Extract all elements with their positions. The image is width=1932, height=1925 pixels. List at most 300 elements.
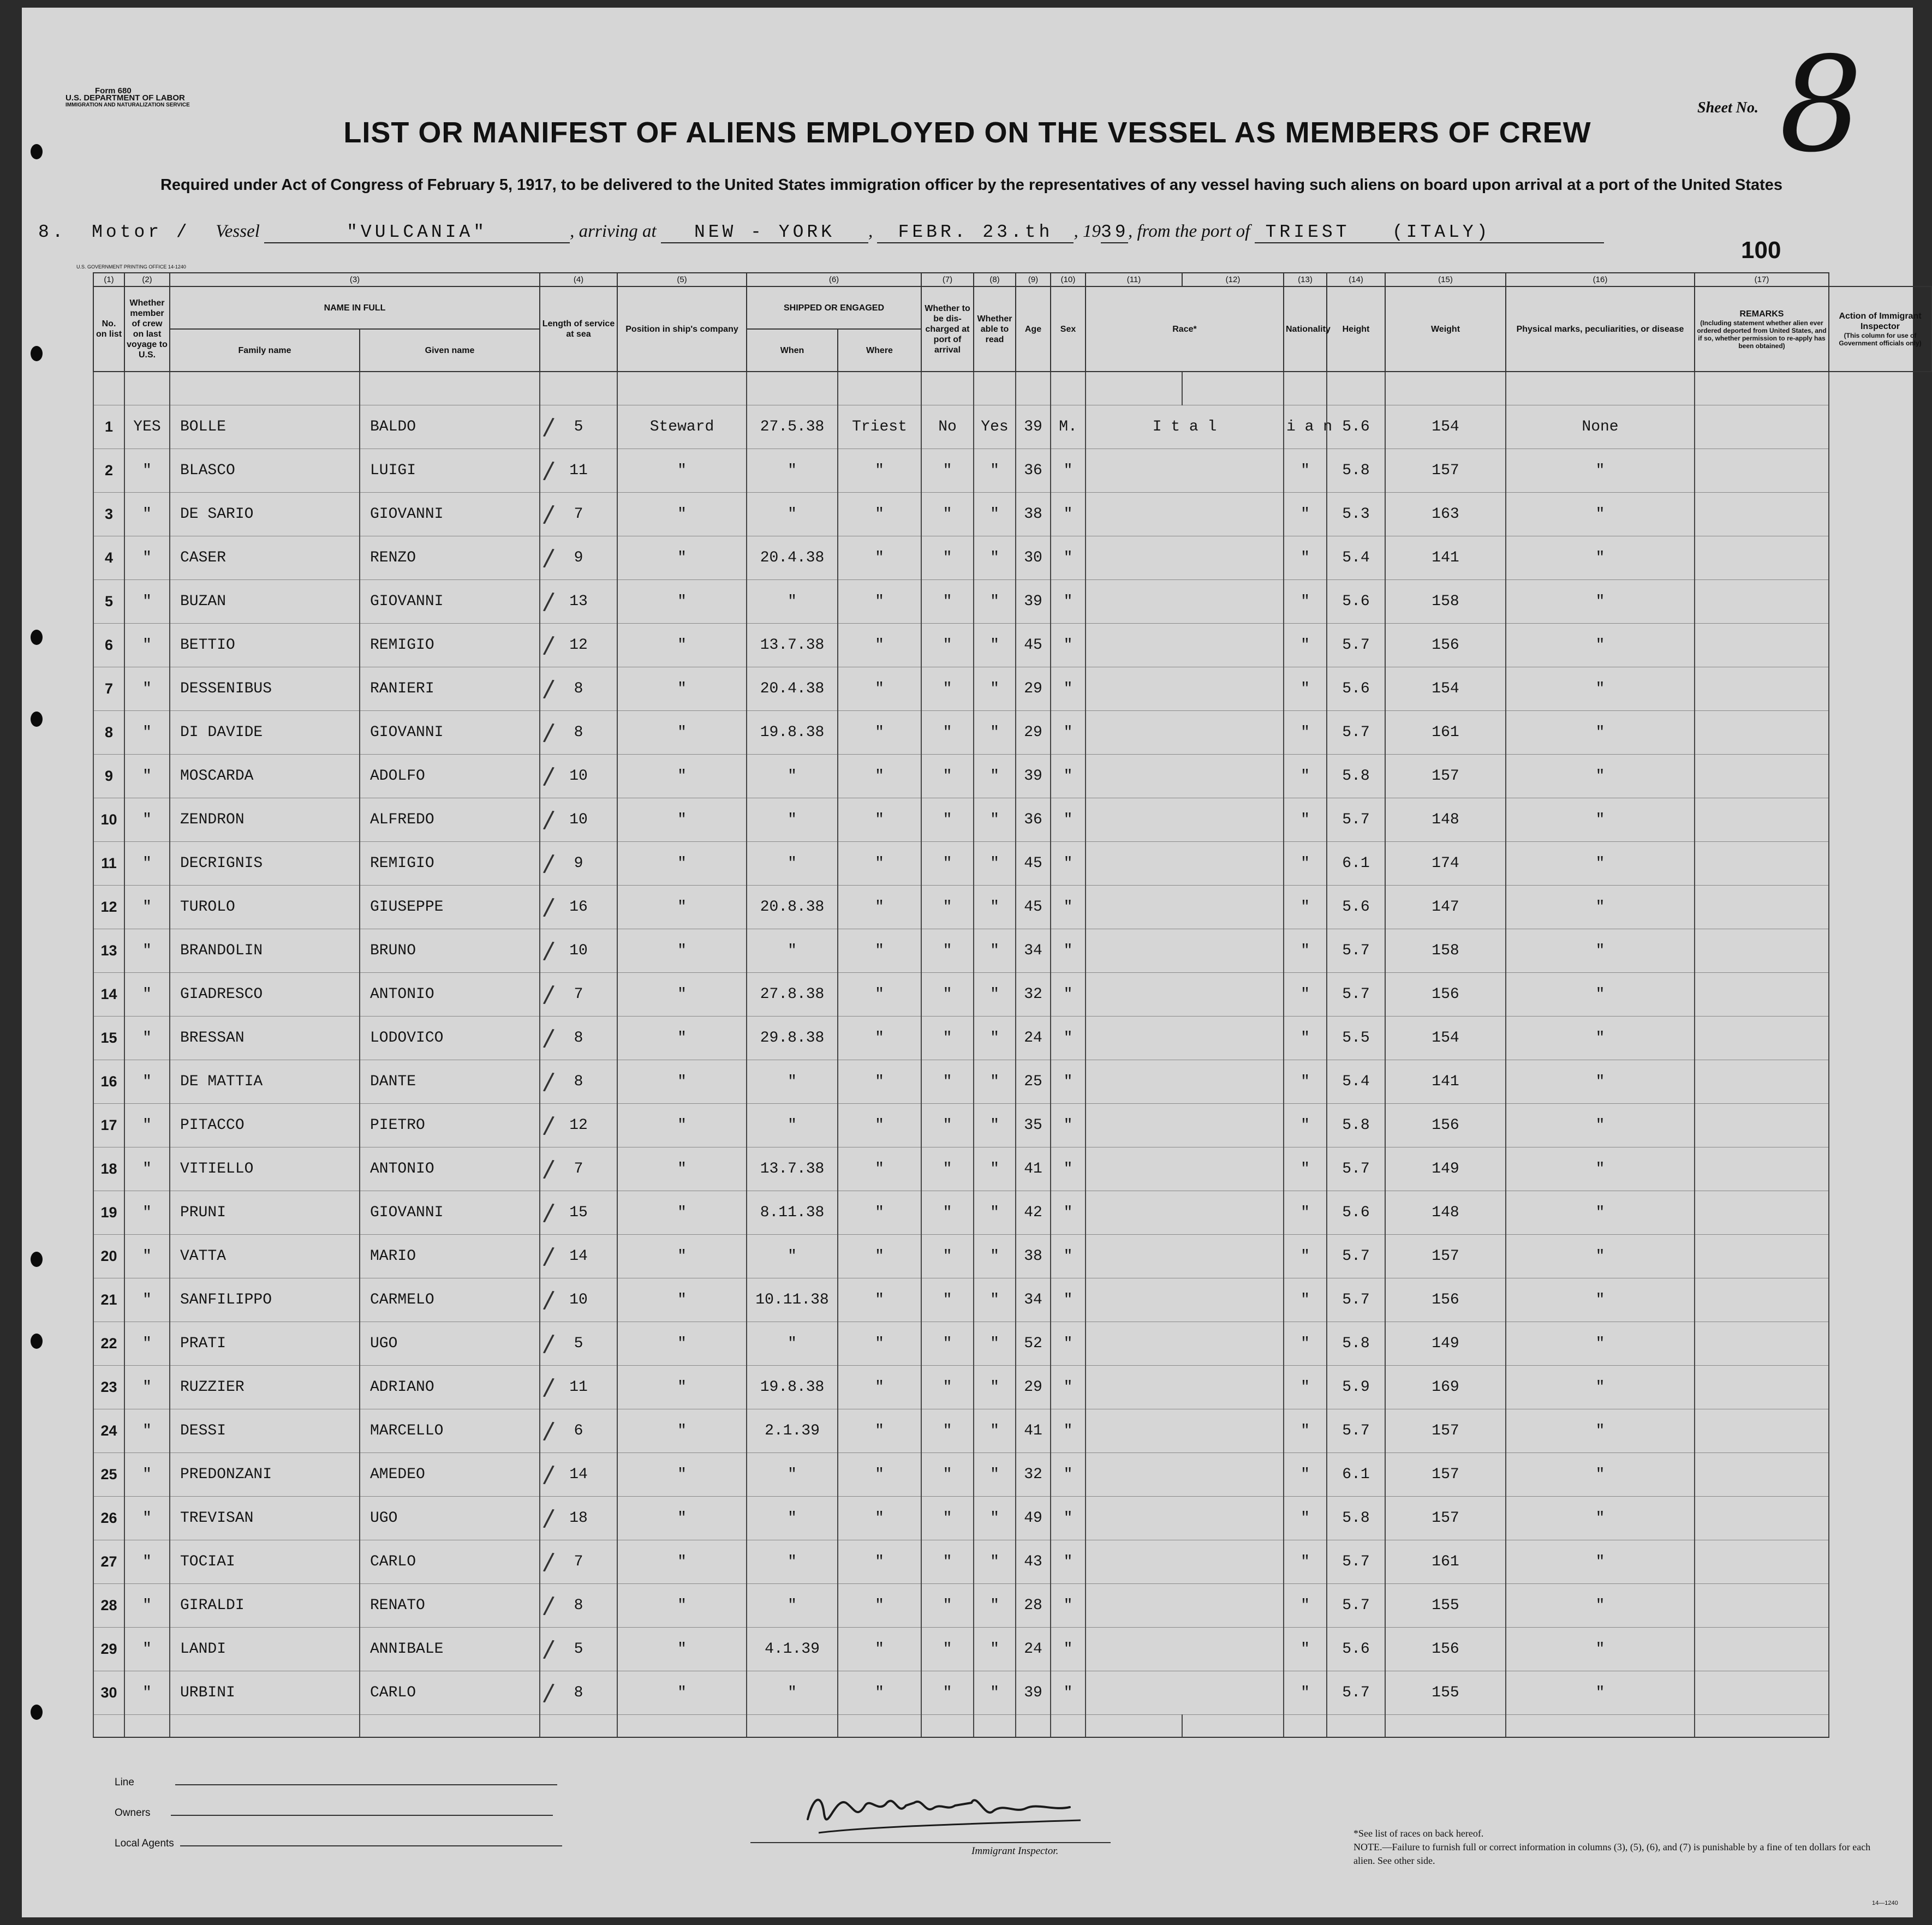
- table-row: [93, 1191, 1931, 1235]
- position-cell: [617, 1409, 747, 1453]
- length-of-service-cell: [540, 449, 617, 493]
- physical-marks: ": [1595, 637, 1605, 654]
- given-name: MARIO: [370, 1248, 416, 1265]
- sex: ": [1063, 637, 1073, 654]
- length-of-service: 8: [574, 1597, 583, 1614]
- shipped-where: ": [875, 1422, 884, 1439]
- weight: 157: [1432, 1422, 1459, 1439]
- remarks-cell: [1695, 929, 1829, 973]
- discharged: ": [943, 1466, 952, 1483]
- given-name-cell: [360, 667, 540, 711]
- vessel-name: "VULCANIA": [264, 222, 570, 243]
- able-to-read: ": [990, 1422, 999, 1439]
- discharged: ": [943, 1641, 952, 1658]
- family-name-cell: [170, 1453, 360, 1497]
- nationality-cell: [1284, 1322, 1327, 1366]
- family-name: DESSENIBUS: [180, 680, 272, 697]
- shipped-where: ": [875, 768, 884, 785]
- length-of-service-cell: [540, 842, 617, 886]
- shipped-when: ": [788, 855, 797, 872]
- row-number: 15: [100, 1030, 117, 1046]
- sex: ": [1063, 1030, 1073, 1047]
- position: ": [677, 986, 687, 1003]
- col-num-4: (4): [540, 273, 617, 286]
- shipped-where: ": [875, 593, 884, 610]
- nationality-cell: [1284, 536, 1327, 580]
- shipped-when-cell: [747, 624, 838, 667]
- height: 5.7: [1342, 1248, 1370, 1265]
- position: ": [677, 549, 687, 566]
- row-number: 26: [100, 1510, 117, 1526]
- age: 32: [1024, 986, 1042, 1003]
- member-of-crew: ": [142, 942, 152, 959]
- nationality: ": [1301, 1641, 1310, 1658]
- able-to-read-cell: [974, 536, 1016, 580]
- shipped-when: ": [788, 1553, 797, 1570]
- shipped-where-cell: [838, 1366, 921, 1409]
- able-to-read-cell: [974, 580, 1016, 624]
- physical-marks: ": [1595, 1597, 1605, 1614]
- physical-marks: ": [1595, 1161, 1605, 1177]
- family-name: PREDONZANI: [180, 1466, 272, 1483]
- age-cell: [1016, 1671, 1051, 1715]
- sex: ": [1063, 1335, 1073, 1352]
- member-of-crew-cell: [124, 1497, 170, 1540]
- race-cell: [1086, 405, 1284, 449]
- check-mark-icon: /: [542, 1460, 556, 1489]
- discharged: ": [943, 1553, 952, 1570]
- row-number-cell: [93, 1017, 124, 1060]
- physical-marks-cell: [1506, 1540, 1695, 1584]
- able-to-read-cell: [974, 755, 1016, 798]
- check-mark-icon: /: [542, 1678, 556, 1707]
- able-to-read: ": [990, 1073, 999, 1090]
- row-number: 17: [100, 1117, 117, 1133]
- shipped-when: 19.8.38: [760, 1379, 825, 1396]
- nationality: ": [1301, 1379, 1310, 1396]
- position-cell: [617, 711, 747, 755]
- discharged-cell: [921, 1060, 974, 1104]
- able-to-read-cell: [974, 842, 1016, 886]
- physical-marks: ": [1595, 1466, 1605, 1483]
- position: ": [677, 942, 687, 959]
- shipped-when-cell: [747, 1366, 838, 1409]
- row-number: 18: [100, 1161, 117, 1177]
- position: ": [677, 593, 687, 610]
- able-to-read: ": [990, 462, 999, 479]
- shipped-where: ": [875, 899, 884, 916]
- sex: ": [1063, 1248, 1073, 1265]
- sex-cell: [1051, 1584, 1086, 1628]
- remarks-cell: [1695, 1060, 1829, 1104]
- shipped-where: ": [875, 1379, 884, 1396]
- age: 38: [1024, 506, 1042, 523]
- physical-marks-cell: [1506, 493, 1695, 536]
- row-number: 8: [104, 724, 114, 740]
- shipped-when-cell: [747, 536, 838, 580]
- shipped-where-cell: [838, 1497, 921, 1540]
- form-identifier: [65, 87, 190, 109]
- height: 5.8: [1342, 768, 1370, 785]
- weight-cell: [1385, 711, 1506, 755]
- nationality-cell: [1284, 929, 1327, 973]
- check-mark-icon: /: [542, 456, 556, 485]
- position: ": [677, 1117, 687, 1134]
- length-of-service-cell: [540, 1017, 617, 1060]
- row-number: 16: [100, 1073, 117, 1090]
- race-cell: [1086, 536, 1284, 580]
- header-action-title: Action of Immigrant Inspector: [1839, 312, 1922, 331]
- table-row: [93, 1540, 1931, 1584]
- remarks-cell: [1695, 1322, 1829, 1366]
- sex-cell: [1051, 1366, 1086, 1409]
- row-number-cell: [93, 580, 124, 624]
- remarks-cell: [1695, 580, 1829, 624]
- height-cell: [1327, 1104, 1385, 1147]
- physical-marks-cell: [1506, 1017, 1695, 1060]
- shipped-when: ": [788, 1117, 797, 1134]
- check-mark-icon: /: [542, 631, 556, 660]
- length-of-service-cell: [540, 929, 617, 973]
- family-name-cell: [170, 1017, 360, 1060]
- shipped-where-cell: [838, 1628, 921, 1671]
- nationality-cell: [1284, 973, 1327, 1017]
- physical-marks: None: [1582, 419, 1619, 435]
- shipped-where-cell: [838, 1191, 921, 1235]
- position: ": [677, 811, 687, 828]
- check-mark-icon: /: [542, 1635, 556, 1664]
- sex: ": [1063, 549, 1073, 566]
- shipped-when-cell: [747, 929, 838, 973]
- remarks-cell: [1695, 1017, 1829, 1060]
- given-name-cell: [360, 493, 540, 536]
- age-cell: [1016, 1497, 1051, 1540]
- col-num-17: (17): [1695, 273, 1829, 286]
- discharged-cell: [921, 1584, 974, 1628]
- from-label: , from the port of: [1128, 222, 1250, 241]
- sex: ": [1063, 811, 1073, 828]
- sex-cell: [1051, 842, 1086, 886]
- weight: 154: [1432, 419, 1459, 435]
- physical-marks-cell: [1506, 624, 1695, 667]
- discharged-cell: [921, 1671, 974, 1715]
- given-name: ALFREDO: [370, 811, 434, 828]
- family-name-cell: [170, 1147, 360, 1191]
- physical-marks-cell: [1506, 711, 1695, 755]
- check-mark-icon: /: [542, 674, 556, 703]
- col-num-5: (5): [617, 273, 747, 286]
- weight-cell: [1385, 667, 1506, 711]
- discharged-cell: [921, 1628, 974, 1671]
- given-name: MARCELLO: [370, 1422, 444, 1439]
- col-num-12: (12): [1182, 273, 1284, 286]
- table-row: [93, 493, 1931, 536]
- age: 34: [1024, 1292, 1042, 1308]
- shipped-where: ": [875, 1466, 884, 1483]
- family-name: DE SARIO: [180, 506, 254, 523]
- weight-cell: [1385, 1409, 1506, 1453]
- family-name-cell: [170, 667, 360, 711]
- row-number-cell: [93, 1540, 124, 1584]
- family-name: DI DAVIDE: [180, 724, 263, 741]
- weight-cell: [1385, 1540, 1506, 1584]
- shipped-when: ": [788, 1597, 797, 1614]
- physical-marks: ": [1595, 1553, 1605, 1570]
- physical-marks: ": [1595, 1684, 1605, 1701]
- height: 6.1: [1342, 1466, 1370, 1483]
- physical-marks: ": [1595, 680, 1605, 697]
- able-to-read: Yes: [981, 419, 1009, 435]
- able-to-read: ": [990, 1510, 999, 1527]
- shipped-where-cell: [838, 1235, 921, 1278]
- nationality-cell: [1284, 886, 1327, 929]
- physical-marks: ": [1595, 1510, 1605, 1527]
- nationality-cell: [1284, 1366, 1327, 1409]
- given-name: ANTONIO: [370, 1161, 434, 1177]
- race-cell: [1086, 1060, 1284, 1104]
- shipped-when: ": [788, 768, 797, 785]
- weight: 158: [1432, 593, 1459, 610]
- length-of-service-cell: [540, 1497, 617, 1540]
- family-name: ZENDRON: [180, 811, 245, 828]
- member-of-crew-cell: [124, 973, 170, 1017]
- weight: 147: [1432, 899, 1459, 916]
- family-name: RUZZIER: [180, 1379, 245, 1396]
- weight: 148: [1432, 811, 1459, 828]
- able-to-read: ": [990, 680, 999, 697]
- length-of-service: 15: [569, 1204, 588, 1221]
- weight-cell: [1385, 624, 1506, 667]
- member-of-crew-cell: [124, 667, 170, 711]
- sex-cell: [1051, 929, 1086, 973]
- member-of-crew-cell: [124, 1584, 170, 1628]
- row-number-cell: [93, 449, 124, 493]
- nationality: ": [1301, 1684, 1310, 1701]
- length-of-service-cell: [540, 405, 617, 449]
- table-row: [93, 1584, 1931, 1628]
- position: ": [677, 768, 687, 785]
- shipped-when-cell: [747, 1540, 838, 1584]
- physical-marks-cell: [1506, 1235, 1695, 1278]
- table-row: [93, 1497, 1931, 1540]
- weight: 155: [1432, 1597, 1459, 1614]
- nationality: ": [1301, 724, 1310, 741]
- sex: ": [1063, 724, 1073, 741]
- nationality-cell: [1284, 667, 1327, 711]
- family-name: BOLLE: [180, 419, 226, 435]
- discharged-cell: [921, 1147, 974, 1191]
- row-number: 24: [100, 1422, 117, 1439]
- given-name: CARLO: [370, 1553, 416, 1570]
- table-row: [93, 842, 1931, 886]
- discharged-cell: [921, 1497, 974, 1540]
- race: I t a l: [1152, 419, 1217, 435]
- height: 5.8: [1342, 1117, 1370, 1134]
- shipped-when: ": [788, 593, 797, 610]
- weight-cell: [1385, 1453, 1506, 1497]
- shipped-when-cell: [747, 1235, 838, 1278]
- remarks-cell: [1695, 1628, 1829, 1671]
- given-name-cell: [360, 929, 540, 973]
- able-to-read-cell: [974, 1235, 1016, 1278]
- table-row: [93, 405, 1931, 449]
- family-name-cell: [170, 1060, 360, 1104]
- able-to-read-cell: [974, 1278, 1016, 1322]
- shipped-where-cell: [838, 755, 921, 798]
- check-mark-icon: /: [542, 1242, 556, 1271]
- sex: ": [1063, 680, 1073, 697]
- nationality-cell: [1284, 624, 1327, 667]
- table-row: [93, 624, 1931, 667]
- length-of-service-cell: [540, 886, 617, 929]
- discharged-cell: [921, 842, 974, 886]
- remarks-cell: [1695, 1540, 1829, 1584]
- given-name-cell: [360, 1366, 540, 1409]
- position-cell: [617, 1235, 747, 1278]
- shipped-when-cell: [747, 755, 838, 798]
- length-of-service: 8: [574, 1073, 583, 1090]
- check-mark-icon: /: [542, 980, 556, 1009]
- shipped-where-cell: [838, 624, 921, 667]
- weight-cell: [1385, 536, 1506, 580]
- position: ": [677, 855, 687, 872]
- sex-cell: [1051, 1017, 1086, 1060]
- able-to-read-cell: [974, 405, 1016, 449]
- sex-cell: [1051, 405, 1086, 449]
- physical-marks: ": [1595, 506, 1605, 523]
- shipped-where-cell: [838, 886, 921, 929]
- height-cell: [1327, 1060, 1385, 1104]
- race-cell: [1086, 1017, 1284, 1060]
- length-of-service-cell: [540, 1322, 617, 1366]
- height-cell: [1327, 842, 1385, 886]
- row-number: 6: [104, 637, 114, 653]
- discharged: ": [943, 986, 952, 1003]
- age: 52: [1024, 1335, 1042, 1352]
- height: 5.6: [1342, 680, 1370, 697]
- nationality-cell: [1284, 1628, 1327, 1671]
- length-of-service: 7: [574, 1553, 583, 1570]
- length-of-service: 5: [574, 419, 583, 435]
- sex-cell: [1051, 1278, 1086, 1322]
- shipped-where: ": [875, 855, 884, 872]
- physical-marks: ": [1595, 1117, 1605, 1134]
- discharged-cell: [921, 1453, 974, 1497]
- family-name: GIRALDI: [180, 1597, 245, 1614]
- row-number: 21: [100, 1292, 117, 1308]
- age-cell: [1016, 1584, 1051, 1628]
- height: 5.7: [1342, 1422, 1370, 1439]
- physical-marks-cell: [1506, 973, 1695, 1017]
- height: 5.7: [1342, 811, 1370, 828]
- discharged: ": [943, 1335, 952, 1352]
- remarks-cell: [1695, 711, 1829, 755]
- given-name: REMIGIO: [370, 637, 434, 654]
- shipped-when-cell: [747, 1671, 838, 1715]
- check-mark-icon: /: [542, 718, 556, 747]
- physical-marks: ": [1595, 1292, 1605, 1308]
- able-to-read-cell: [974, 929, 1016, 973]
- age: 41: [1024, 1422, 1042, 1439]
- position: ": [677, 1073, 687, 1090]
- able-to-read-cell: [974, 1584, 1016, 1628]
- able-to-read: ": [990, 811, 999, 828]
- given-name-cell: [360, 1017, 540, 1060]
- weight-cell: [1385, 929, 1506, 973]
- row-number: 30: [100, 1684, 117, 1701]
- given-name: LODOVICO: [370, 1030, 444, 1047]
- nationality: ": [1301, 1335, 1310, 1352]
- able-to-read-cell: [974, 1540, 1016, 1584]
- row-number-cell: [93, 1147, 124, 1191]
- shipped-where-cell: [838, 929, 921, 973]
- table-row: [93, 929, 1931, 973]
- form-code: 14—1240: [1872, 1900, 1898, 1906]
- shipped-when: ": [788, 942, 797, 959]
- race-cell: [1086, 493, 1284, 536]
- shipped-where: ": [875, 724, 884, 741]
- physical-marks-cell: [1506, 1628, 1695, 1671]
- height-cell: [1327, 1584, 1385, 1628]
- physical-marks-cell: [1506, 1322, 1695, 1366]
- length-of-service: 9: [574, 855, 583, 872]
- sex-cell: [1051, 493, 1086, 536]
- shipped-where: ": [875, 1597, 884, 1614]
- discharged: ": [943, 506, 952, 523]
- age: 34: [1024, 942, 1042, 959]
- discharged-cell: [921, 1540, 974, 1584]
- header-position: Position in ship's company: [617, 286, 747, 372]
- age-cell: [1016, 798, 1051, 842]
- given-name-cell: [360, 624, 540, 667]
- able-to-read: ": [990, 986, 999, 1003]
- member-of-crew-cell: [124, 580, 170, 624]
- header-member-of-crew: Whether member of crew on last voyage to U.S.: [124, 286, 170, 372]
- nationality: ": [1301, 986, 1310, 1003]
- shipped-when-cell: [747, 1409, 838, 1453]
- col-num-16: (16): [1506, 273, 1695, 286]
- check-mark-icon: /: [542, 1111, 556, 1140]
- given-name-cell: [360, 449, 540, 493]
- able-to-read: ": [990, 1597, 999, 1614]
- shipped-when: 29.8.38: [760, 1030, 825, 1047]
- length-of-service: 9: [574, 549, 583, 566]
- able-to-read: ": [990, 1292, 999, 1308]
- sex: ": [1063, 1597, 1073, 1614]
- shipped-when-cell: [747, 798, 838, 842]
- sex: ": [1063, 1379, 1073, 1396]
- row-number-cell: [93, 755, 124, 798]
- physical-marks: ": [1595, 855, 1605, 872]
- remarks-cell: [1695, 667, 1829, 711]
- sheet-number: 8: [1779, 28, 1863, 181]
- sex-cell: [1051, 1453, 1086, 1497]
- able-to-read: ": [990, 1684, 999, 1701]
- height: 5.7: [1342, 1597, 1370, 1614]
- table-row: [93, 1409, 1931, 1453]
- document-subtitle: Required under Act of Congress of February 5, 1917, to be delivered to the United States immigration officer by the representatives of any vessel having such aliens on board upon arrival at a port of the United States: [160, 176, 1783, 194]
- given-name-cell: [360, 842, 540, 886]
- given-name-cell: [360, 1235, 540, 1278]
- row-number: 7: [104, 680, 114, 697]
- nationality-cell: [1284, 1540, 1327, 1584]
- length-of-service: 7: [574, 986, 583, 1003]
- remarks-cell: [1695, 1104, 1829, 1147]
- race-cell: [1086, 1409, 1284, 1453]
- shipped-when-cell: [747, 711, 838, 755]
- family-name-cell: [170, 1322, 360, 1366]
- table-row: [93, 886, 1931, 929]
